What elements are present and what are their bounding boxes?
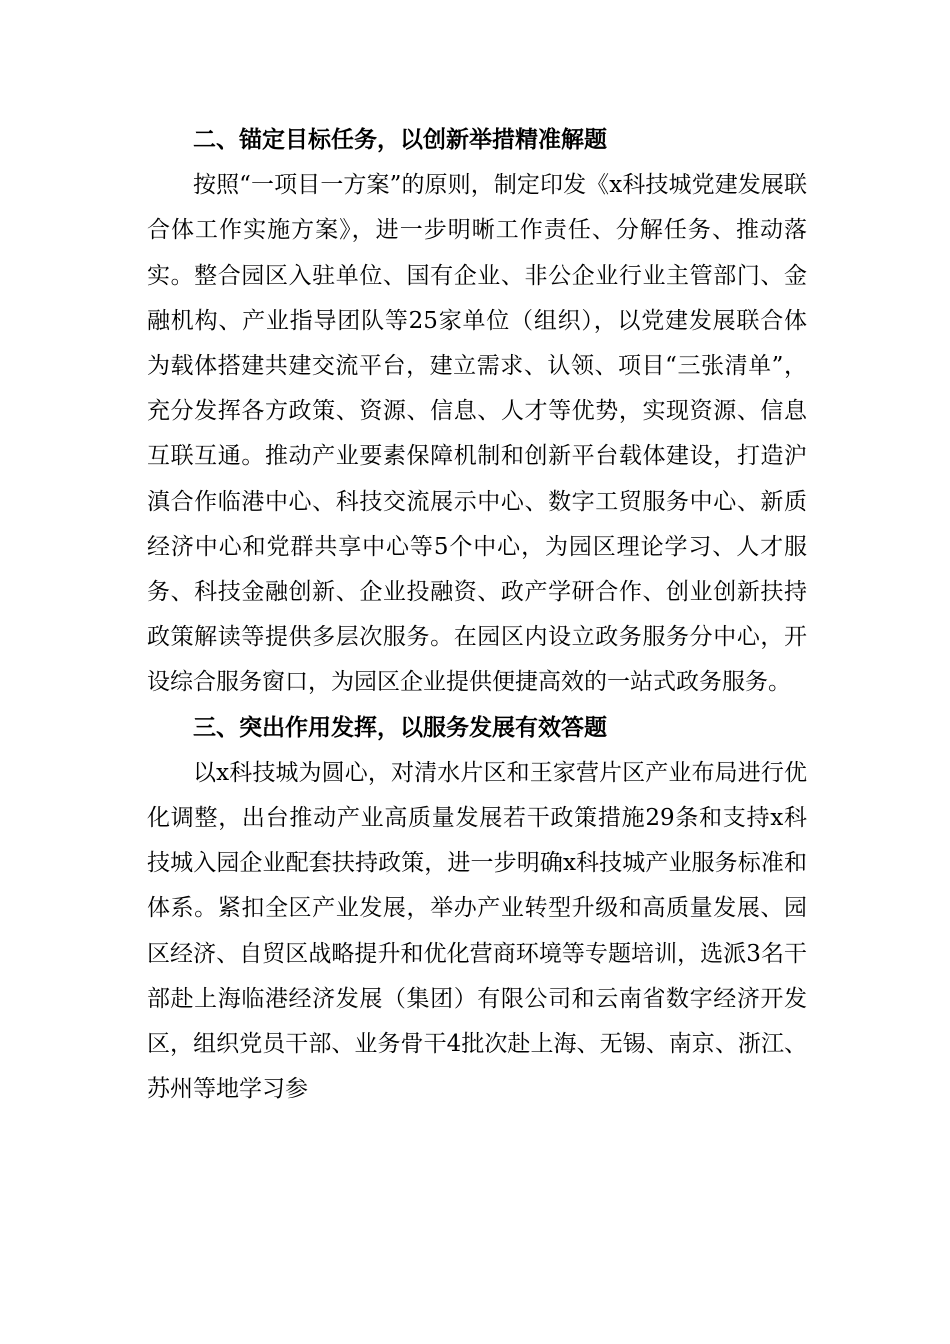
section-heading-3: 三、突出作用发挥，以服务发展有效答题	[193, 714, 607, 741]
section-heading-2: 二、锚定目标任务，以创新举措精准解题	[193, 127, 607, 153]
section-paragraph-3: 以x科技城为圆心，对清水片区和王家营片区产业布局进行优化调整，出台推动产业高质量发展若干政策措施29条和支持x科技城入园企业配套扶持政策，进一步明确x科技城产业服务标准和体系。紧扣全区产业发展，举办产业转型升级和高质量发展、园区经济、自贸区战略提升和优化营商环境等专题培训，选派3名干部赴上海临港经济发展（集团）有限公司和云南省数字经济开发区，组织党员干部、业务骨干4批次赴上海、无锡、南京、浙江、苏州等地学习参	[147, 759, 807, 1103]
document-body	[147, 118, 807, 1112]
section-paragraph-2: 按照“一项目一方案”的原则，制定印发《x科技城党建发展联合体工作实施方案》，进一步明晰工作责任、分解任务、推动落实。整合园区入驻单位、国有企业、非公企业行业主管部门、金融机构、产业指导团队等25家单位（组织），以党建发展联合体为载体搭建共建交流平台，建立需求、认领、项目“三张清单”，充分发挥各方政策、资源、信息、人才等优势，实现资源、信息互联互通。推动产业要素保障机制和创新平台载体建设，打造沪滇合作临港中心、科技交流展示中心、数字工贸服务中心、新质经济中心和党群共享中心等5个中心，为园区理论学习、人才服务、科技金融创新、企业投融资、政产学研合作、创业创新扶持政策解读等提供多层次服务。在园区内设立政务服务分中心，开设综合服务窗口，为园区企业提供便捷高效的一站式政务服务。	[147, 172, 807, 696]
